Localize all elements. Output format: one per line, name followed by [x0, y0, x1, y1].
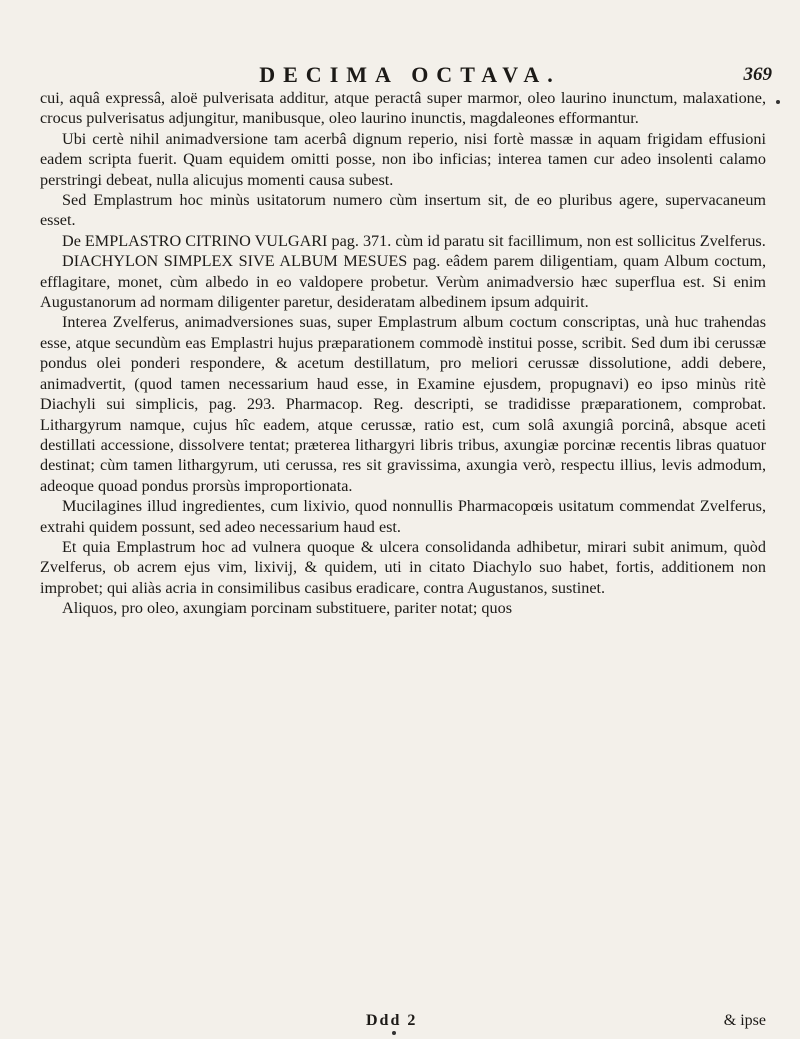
paragraph: Interea Zvelferus, animadversiones suas, super Emplastrum album coctum conscriptas, unà huc trahendas esse, atque secundùm eas Emplastri hujus præparationem commodè institui posse, scribit. Sed dum ibi cerussæ pondus olei ponderi respondere, & acetum destillatum, pro meliori cerussæ dissolutione, addi debere, animadvertit, (quod tamen necessarium haud esse, in Examine ejusdem, propugnavi) eo ipso minùs ritè Diachyli sui simplicis, pag. 293. Pharmacop. Reg. descripti, se tradidisse præparationem, comprobat. Lithargyrum namque, cujus hîc eadem, atque cerussæ, ratio est, cum solâ axungiâ porcinâ, absque aceti destillati accessione, dissolvere tentat; præterea lithargyri libris tribus, axungiæ porcinæ recentis libras quatuor destinat; cùm tamen lithargyrum, uti cerussa, res sit gravissima, axungia verò, respectu illius, levis admodum, adeoque quoad pondus prorsùs improportionata. [40, 313, 766, 495]
paragraph: DIACHYLON SIMPLEX SIVE ALBUM MESUES pag. eâdem parem diligentiam, quam Album coctum, efflagitare, monet, cùm albedo in eo valdopere probetur. Verùm animadversio hæc superflua est. Si enim Augustanorum ad normam diligenter paretur, desideratam albedinem ipsum adquirit. [40, 252, 766, 312]
paragraph: Et quia Emplastrum hoc ad vulnera quoque & ulcera consolidanda adhibetur, mirari subit animum, quòd Zvelferus, ob acrem ejus vim, lixivij, & quidem, uti in citato Diachylo suo habet, fortis, additionem non improbet; qui aliàs acria in consimilibus casibus eradicare, contra Augustanos, sustinet. [40, 537, 766, 597]
ink-spot [776, 100, 780, 104]
ink-spot [392, 1031, 396, 1035]
body-text [40, 88, 766, 619]
page-header [90, 62, 772, 88]
signature-mark: Ddd 2 [366, 1012, 418, 1029]
catchword: & ipse [723, 1012, 766, 1029]
paragraph: Mucilagines illud ingredientes, cum lixivio, quod nonnullis Pharmacopœis usitatum commendat Zvelferus, extrahi quidem possunt, sed adeo necessarium haud est. [40, 497, 766, 536]
paragraph: Aliquos, pro oleo, axungiam porcinam substituere, pariter notat; quos [62, 599, 513, 618]
paragraph: cui, aquâ expressâ, aloë pulverisata additur, atque peractâ super marmor, oleo laurino inunctum, malaxatione, crocus pulverisatus adjungitur, manibusque, oleo laurino inunctis, magdaleones efformantur. [40, 89, 766, 128]
paragraph: Sed Emplastrum hoc minùs usitatorum numero cùm insertum sit, de eo pluribus agere, supervacaneum esset. [40, 191, 766, 230]
paragraph: Ubi certè nihil animadversione tam acerbâ dignum reperio, nisi fortè massæ in aquam frigidam effusioni eadem scripta fuerit. Quam equidem omitti posse, non ibo inficias; interea tamen cur adeo insolenti calamo perstringi debeat, nulla alicujus momenti causa subest. [40, 129, 766, 189]
running-title: DECIMA OCTAVA. [259, 62, 561, 87]
page-number: 369 [743, 64, 772, 85]
paragraph: De EMPLASTRO CITRINO VULGARI pag. 371. cùm id paratu sit facillimum, non est sollicitus Zvelferus. [62, 231, 766, 250]
page-footer [40, 1012, 766, 1034]
